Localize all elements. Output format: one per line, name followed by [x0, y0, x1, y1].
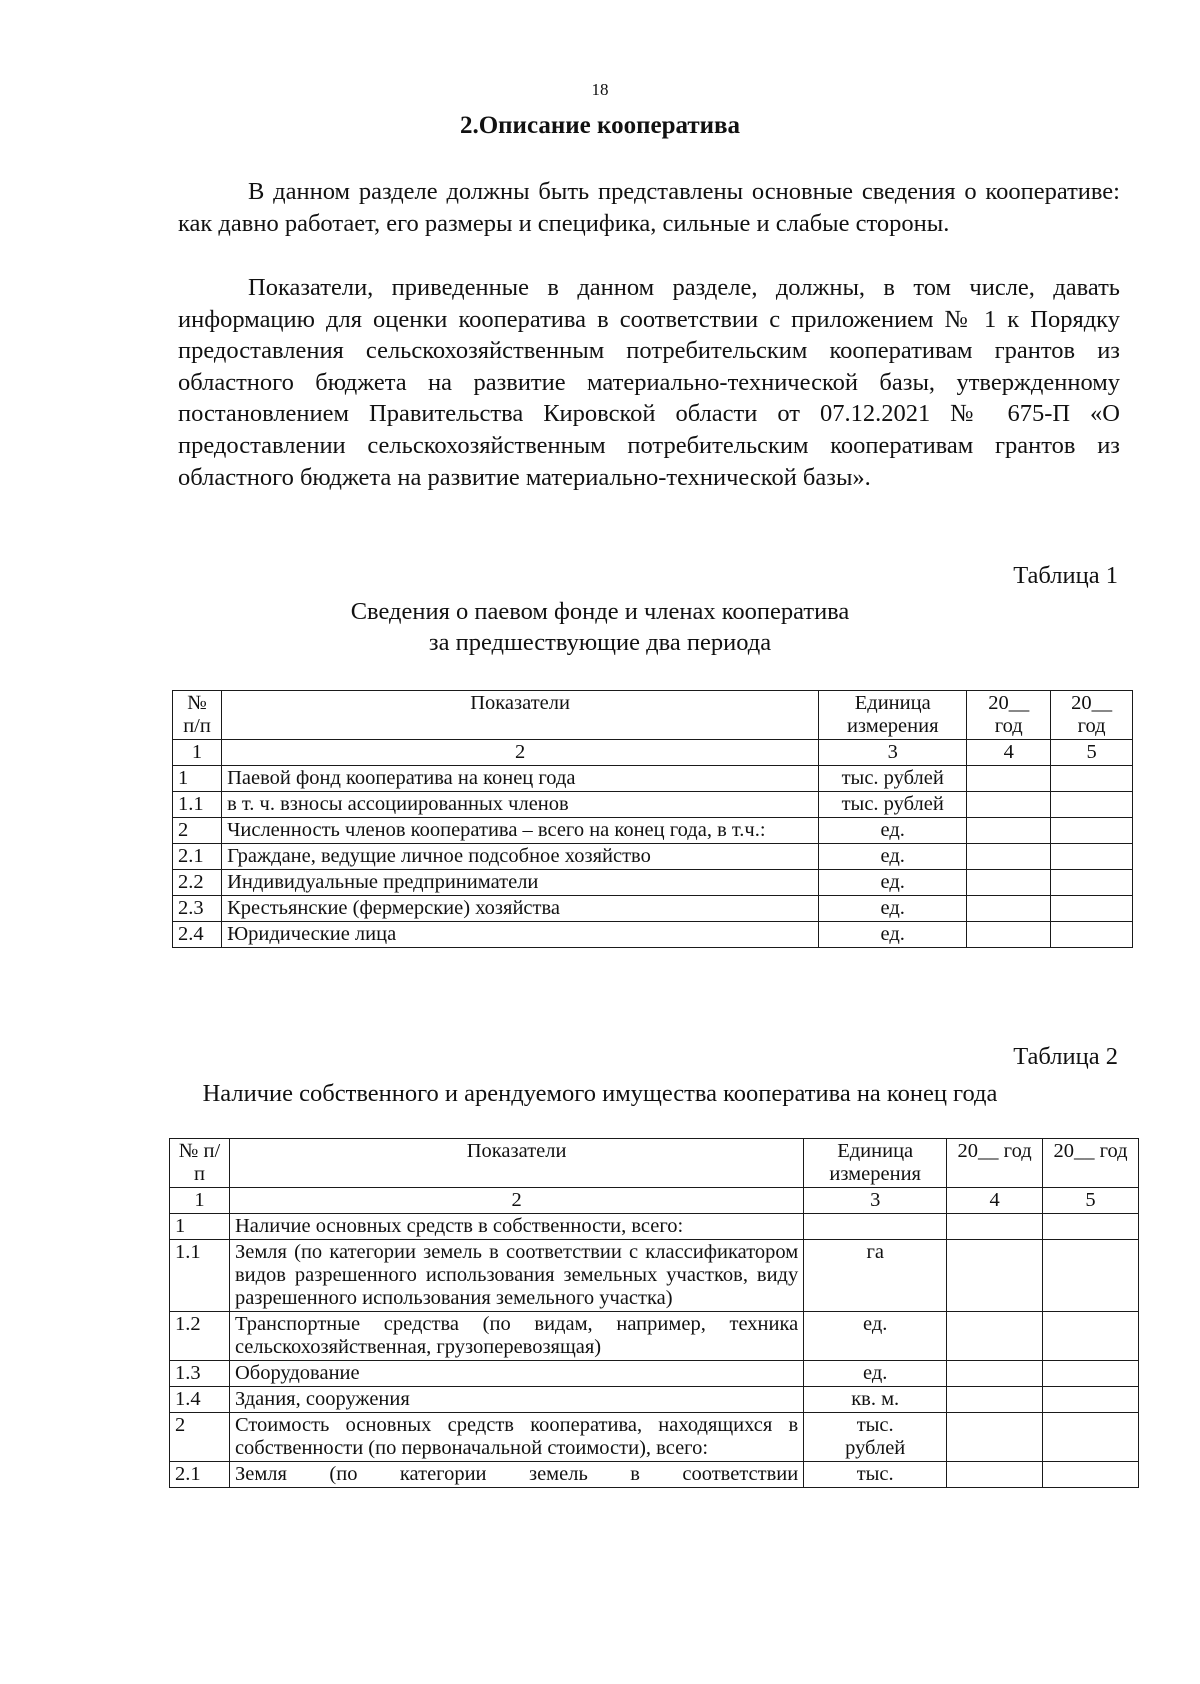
table-row [173, 870, 1133, 896]
table-row [173, 844, 1133, 870]
row-year1-value [947, 1413, 1043, 1462]
row-year1-value [967, 922, 1051, 948]
row-name: Стоимость основных средств кооператива, находящихся в собственности (по первоначальной стоимости), всего: [229, 1413, 803, 1462]
row-name: Здания, сооружения [229, 1387, 803, 1413]
row-year1-value [967, 792, 1051, 818]
row-year1-value [967, 896, 1051, 922]
row-year1-value [967, 766, 1051, 792]
table-row [170, 1240, 1139, 1312]
row-year1-value [947, 1312, 1043, 1361]
row-name: Индивидуальные предприниматели [222, 870, 819, 896]
row-year2-value [1051, 896, 1133, 922]
column-number: 3 [804, 1188, 947, 1214]
row-num: 2 [173, 818, 222, 844]
column-number: 4 [947, 1188, 1043, 1214]
table-row [173, 792, 1133, 818]
row-year1-value [967, 818, 1051, 844]
page-number: 18 [591, 80, 609, 99]
row-year2-value [1043, 1240, 1139, 1312]
row-unit: ед. [819, 870, 967, 896]
table-row [170, 1214, 1139, 1240]
row-num: 2.2 [173, 870, 222, 896]
table2-column-numbers-row [170, 1188, 1139, 1214]
table1-label: Таблица 1 [1013, 562, 1118, 589]
table1-header-row [173, 691, 1133, 740]
row-unit [804, 1214, 947, 1240]
row-name: Земля (по категории земель в соответствии [229, 1462, 803, 1488]
row-unit: ед. [804, 1312, 947, 1361]
table1-caption-line1: Сведения о паевом фонде и членах кооператива [350, 598, 850, 625]
row-name: Оборудование [229, 1361, 803, 1387]
column-number: 1 [173, 740, 222, 766]
row-unit: тыс. рублей [819, 766, 967, 792]
column-number: 3 [819, 740, 967, 766]
property-table [169, 1138, 1139, 1488]
table-row [170, 1462, 1139, 1488]
row-name: Граждане, ведущие личное подсобное хозяйство [222, 844, 819, 870]
row-num: 1.1 [173, 792, 222, 818]
row-name: Земля (по категории земель в соответствии с классификатором видов разрешенного использования земельных участков, виду разрешенного использования земельного участка) [229, 1240, 803, 1312]
column-number: 2 [222, 740, 819, 766]
row-year2-value [1051, 766, 1133, 792]
column-number: 1 [170, 1188, 230, 1214]
row-num: 1 [170, 1214, 230, 1240]
row-year2-value [1043, 1387, 1139, 1413]
row-year2-value [1051, 818, 1133, 844]
table1-caption-line2: за предшествующие два периода [428, 629, 772, 656]
row-num: 1.4 [170, 1387, 230, 1413]
row-name: в т. ч. взносы ассоциированных членов [222, 792, 819, 818]
row-num: 2.3 [173, 896, 222, 922]
row-num: 2 [170, 1413, 230, 1462]
row-year2-value [1043, 1413, 1139, 1462]
row-num: 2.1 [170, 1462, 230, 1488]
intro-paragraph: В данном разделе должны быть представлены основные сведения о кооперативе: как давно работает, его размеры и специфика, сильные и слабые стороны. [178, 178, 1120, 237]
row-year2-value [1043, 1312, 1139, 1361]
row-name: Численность членов кооператива – всего на конец года, в т.ч.: [222, 818, 819, 844]
row-year2-value [1051, 792, 1133, 818]
column-number: 5 [1051, 740, 1133, 766]
row-unit: га [804, 1240, 947, 1312]
row-unit: тыс. [804, 1462, 947, 1488]
row-name: Юридические лица [222, 922, 819, 948]
table2-caption: Наличие собственного и арендуемого имущества кооператива на конец года [202, 1080, 998, 1107]
header-year1: 20__ год [947, 1139, 1043, 1188]
row-unit: ед. [804, 1361, 947, 1387]
row-year2-value [1051, 870, 1133, 896]
header-year2: 20__ год [1043, 1139, 1139, 1188]
row-unit: ед. [819, 896, 967, 922]
row-unit: ед. [819, 922, 967, 948]
row-num: 2.1 [173, 844, 222, 870]
row-num: 1.2 [170, 1312, 230, 1361]
header-indicator: Показатели [229, 1139, 803, 1188]
table1-column-numbers-row [173, 740, 1133, 766]
header-num: № п/п [173, 691, 222, 740]
table2-header-row [170, 1139, 1139, 1188]
members-fund-table [172, 690, 1133, 948]
header-year1: 20__ год [967, 691, 1051, 740]
row-name: Транспортные средства (по видам, например, техника сельскохозяйственная, грузоперевозящая) [229, 1312, 803, 1361]
row-unit: тыс. рублей [819, 792, 967, 818]
row-num: 2.4 [173, 922, 222, 948]
row-name: Наличие основных средств в собственности, всего: [229, 1214, 803, 1240]
row-num: 1.1 [170, 1240, 230, 1312]
table-row [173, 896, 1133, 922]
column-number: 4 [967, 740, 1051, 766]
header-unit: Единица измерения [804, 1139, 947, 1188]
row-unit: кв. м. [804, 1387, 947, 1413]
row-year2-value [1051, 844, 1133, 870]
header-indicator: Показатели [222, 691, 819, 740]
table-row [170, 1387, 1139, 1413]
row-num: 1.3 [170, 1361, 230, 1387]
header-num: № п/п [170, 1139, 230, 1188]
row-unit: ед. [819, 818, 967, 844]
row-name: Паевой фонд кооператива на конец года [222, 766, 819, 792]
table-row [173, 818, 1133, 844]
row-name: Крестьянские (фермерские) хозяйства [222, 896, 819, 922]
header-unit: Единица измерения [819, 691, 967, 740]
indicators-paragraph: Показатели, приведенные в данном разделе, должны, в том числе, давать информацию для оценки кооператива в соответствии с приложением № 1 к Порядку предоставления сельскохозяйственным потребительским кооперативам грантов из областного бюджета на развитие материально-технической базы, утвержденному постановлением Правительства Кировской области от 07.12.2021 № 675-П «О предоставлении сельскохозяйственным потребительским кооперативам грантов из областного бюджета на развитие материально-технической базы». [178, 274, 1120, 491]
row-year2-value [1043, 1361, 1139, 1387]
row-year1-value [947, 1387, 1043, 1413]
table-row [170, 1413, 1139, 1462]
row-year2-value [1051, 922, 1133, 948]
table1-caption [0, 596, 1200, 658]
row-year1-value [947, 1462, 1043, 1488]
row-year1-value [967, 844, 1051, 870]
row-year2-value [1043, 1214, 1139, 1240]
row-num: 1 [173, 766, 222, 792]
row-year1-value [947, 1361, 1043, 1387]
row-year2-value [1043, 1462, 1139, 1488]
column-number: 2 [229, 1188, 803, 1214]
row-year1-value [947, 1240, 1043, 1312]
column-number: 5 [1043, 1188, 1139, 1214]
header-year2: 20__ год [1051, 691, 1133, 740]
row-unit: тыс. рублей [804, 1413, 947, 1462]
table-row [170, 1312, 1139, 1361]
section-title: 2.Описание кооператива [459, 112, 741, 139]
table2-label: Таблица 2 [1013, 1043, 1118, 1070]
row-year1-value [967, 870, 1051, 896]
row-year1-value [947, 1214, 1043, 1240]
table-row [173, 766, 1133, 792]
row-unit: ед. [819, 844, 967, 870]
table-row [170, 1361, 1139, 1387]
table-row [173, 922, 1133, 948]
